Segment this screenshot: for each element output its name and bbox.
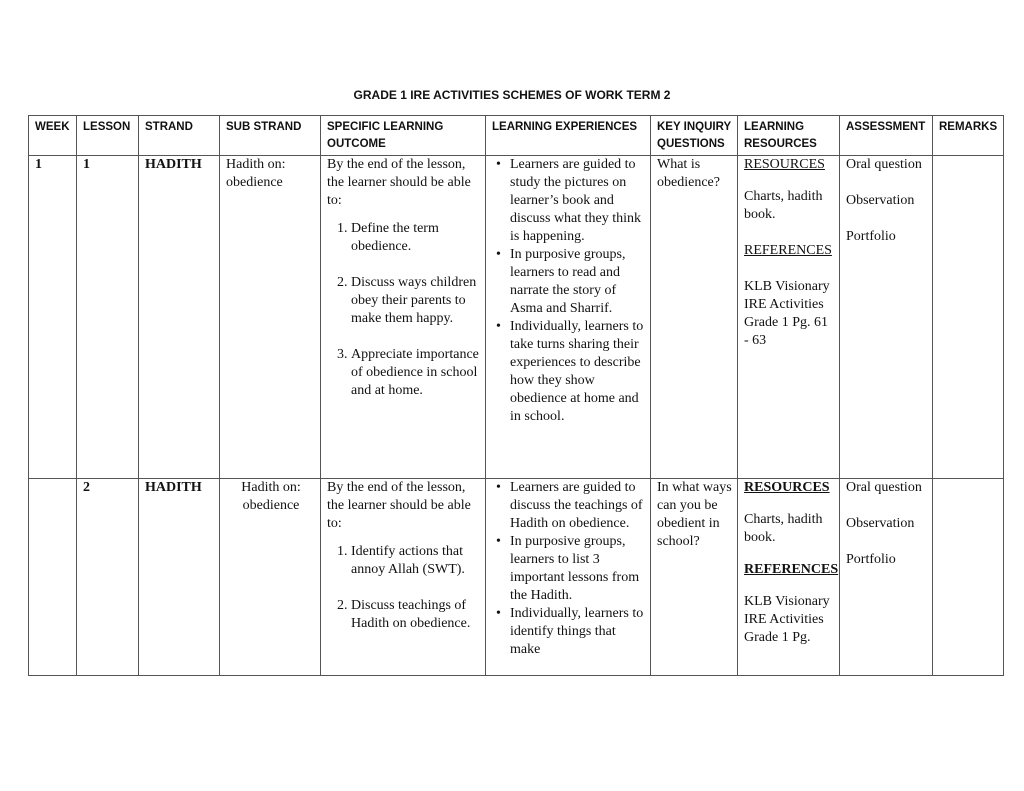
table-row: [29, 479, 1004, 676]
scheme-table: [28, 115, 1004, 676]
outcome-item: 1. Identify actions that annoy Allah (SWT).: [351, 543, 481, 579]
outcome-item: 1. Define the term obedience.: [351, 220, 481, 256]
table-row: [29, 156, 1004, 479]
header-assessment: ASSESSMENT: [840, 116, 933, 156]
outcome-item: 2. Discuss teachings of Hadith on obedience.: [351, 597, 481, 633]
cell-strand: HADITH: [139, 479, 220, 676]
header-row: [29, 116, 1004, 156]
header-inquiry-line1: KEY INQUIRY: [657, 121, 732, 133]
outcome-intro: By the end of the lesson, the learner should be able to:: [327, 480, 471, 531]
cell-strand: HADITH: [139, 156, 220, 479]
experience-item: • Learners are guided to discuss the teachings of Hadith on obedience.: [510, 479, 646, 533]
experience-list: [492, 156, 646, 426]
resources-text: Charts, hadith book.: [744, 189, 823, 222]
cell-experiences: [486, 156, 651, 479]
cell-outcome: [321, 156, 486, 479]
header-resources: [738, 116, 840, 156]
references-text: KLB Visionary IRE Activities Grade 1 Pg. 61 - 63: [744, 279, 830, 348]
resources-text: Charts, hadith book.: [744, 512, 823, 545]
outcome-item: 3. Appreciate importance of obedience in school and at home.: [351, 346, 481, 400]
experience-item: • In purposive groups, learners to read and narrate the story of Asma and Sharrif.: [510, 246, 646, 318]
references-label: REFERENCES: [744, 562, 839, 577]
outcome-list: [327, 220, 481, 400]
header-experiences: LEARNING EXPERIENCES: [486, 116, 651, 156]
cell-lesson: 2: [77, 479, 139, 676]
assessment-item: Portfolio: [846, 229, 896, 244]
cell-resources: [738, 156, 840, 479]
cell-remarks: [933, 479, 1004, 676]
page-title: GRADE 1 IRE ACTIVITIES SCHEMES OF WORK TERM 2: [353, 88, 671, 102]
references-label: REFERENCES: [744, 243, 832, 258]
cell-remarks: [933, 156, 1004, 479]
header-outcome-line1: SPECIFIC LEARNING: [327, 121, 444, 133]
outcome-list: [327, 543, 481, 633]
header-resources-line1: LEARNING: [744, 121, 805, 133]
cell-sub-strand: Hadith on: obedience: [220, 156, 321, 479]
experience-item: • Learners are guided to study the pictures on learner’s book and discuss what they think is happening.: [510, 156, 646, 246]
assessment-item: Observation: [846, 193, 915, 208]
cell-assessment: [840, 156, 933, 479]
outcome-item: 2. Discuss ways children obey their parents to make them happy.: [351, 274, 481, 328]
experience-item: • Individually, learners to take turns sharing their experiences to describe how they show obedience at home and in school.: [510, 318, 646, 426]
experience-list: [492, 479, 646, 659]
cell-week: 1: [29, 156, 77, 479]
header-sub-strand: SUB STRAND: [220, 116, 321, 156]
assessment-item: Oral question: [846, 480, 922, 495]
cell-experiences: [486, 479, 651, 676]
cell-resources: [738, 479, 840, 676]
cell-assessment: [840, 479, 933, 676]
assessment-item: Observation: [846, 516, 915, 531]
header-resources-line2: RESOURCES: [744, 138, 817, 150]
header-inquiry: [651, 116, 738, 156]
header-outcome-line2: OUTCOME: [327, 138, 386, 150]
cell-week: [29, 479, 77, 676]
references-text: KLB Visionary IRE Activities Grade 1 Pg.: [744, 594, 830, 645]
header-outcome: [321, 116, 486, 156]
resources-label: RESOURCES: [744, 480, 830, 495]
experience-item: • Individually, learners to identify things that make: [510, 605, 646, 659]
header-strand: STRAND: [139, 116, 220, 156]
header-week: WEEK: [29, 116, 77, 156]
cell-inquiry: In what ways can you be obedient in school?: [651, 479, 738, 676]
resources-label: RESOURCES: [744, 157, 825, 172]
header-lesson: LESSON: [77, 116, 139, 156]
assessment-item: Oral question: [846, 157, 922, 172]
header-remarks: REMARKS: [933, 116, 1004, 156]
header-inquiry-line2: QUESTIONS: [657, 138, 725, 150]
cell-lesson: 1: [77, 156, 139, 479]
experience-item: • In purposive groups, learners to list 3 important lessons from the Hadith.: [510, 533, 646, 605]
cell-sub-strand: Hadith on: obedience: [220, 479, 321, 676]
cell-inquiry: What is obedience?: [651, 156, 738, 479]
assessment-item: Portfolio: [846, 552, 896, 567]
outcome-intro: By the end of the lesson, the learner should be able to:: [327, 157, 471, 208]
cell-outcome: [321, 479, 486, 676]
